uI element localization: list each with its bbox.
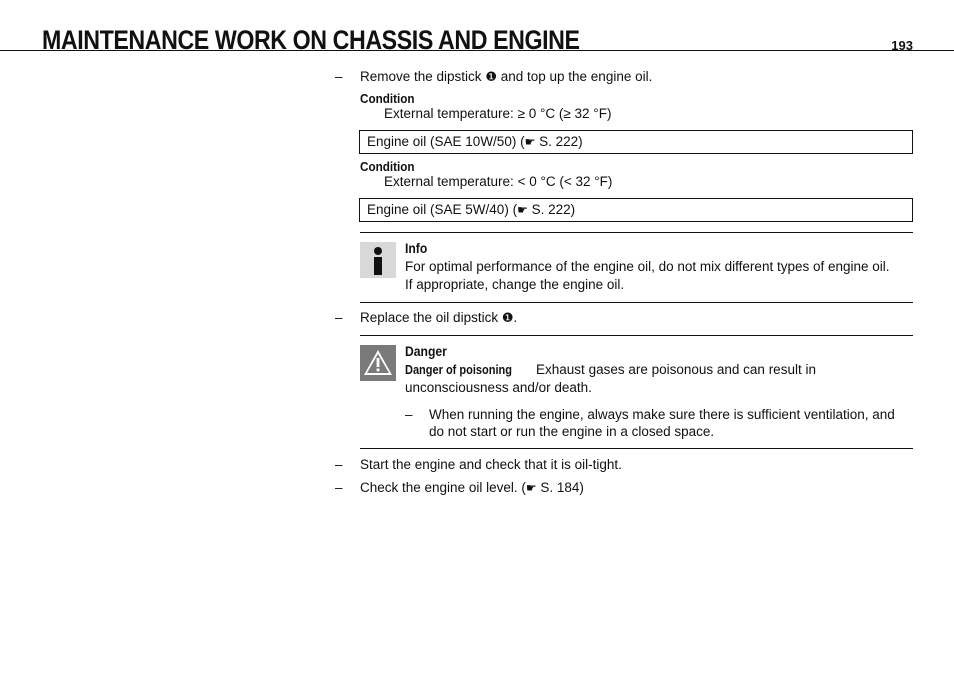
step-dash: – (335, 480, 343, 495)
info-title: Info (405, 241, 428, 256)
info-text: If appropriate, change the engine oil. (405, 277, 625, 292)
step-replace-dipstick (335, 309, 913, 327)
content (335, 68, 913, 502)
dipstick-marker: ❶ (501, 310, 514, 325)
step-start-engine (335, 456, 913, 474)
condition-label: Condition (360, 91, 415, 106)
step-dash: – (335, 310, 343, 325)
info-text: For optimal performance of the engine oil, do not mix different types of engine oil. (405, 259, 890, 274)
oil-spec-text: Engine oil (SAE 10W/50) ( (367, 134, 525, 149)
condition-label: Condition (360, 159, 415, 174)
step-check-oil-level (335, 479, 913, 497)
step-text: Start the engine and check that it is oil-tight. (360, 457, 622, 472)
step-dash: – (335, 69, 343, 84)
page-reference-icon: ☛ (525, 481, 537, 495)
danger-title: Danger (405, 344, 447, 359)
step-text: Replace the oil dipstick (360, 310, 502, 325)
page-number: 193 (891, 38, 913, 53)
page-reference[interactable]: S. 184) (536, 480, 584, 495)
page-reference[interactable]: S. 222) (535, 134, 583, 149)
oil-spec-text: Engine oil (SAE 5W/40) ( (367, 202, 518, 217)
condition-text: External temperature: < 0 °C (< 32 °F) (384, 174, 613, 189)
condition-text: External temperature: ≥ 0 °C (≥ 32 °F) (384, 106, 612, 121)
danger-notice (360, 335, 913, 449)
danger-label: Danger of poisoning (405, 363, 512, 377)
header-rule (0, 50, 954, 51)
condition-cold (335, 159, 913, 191)
warning-triangle-icon (360, 345, 396, 381)
danger-text (405, 361, 913, 397)
oil-spec-box (359, 130, 913, 154)
danger-description: Exhaust gases are poisonous and can result in unconsciousness and/or death. (405, 362, 820, 395)
step-text: and top up the engine oil. (496, 69, 653, 84)
page-reference-icon: ☛ (524, 135, 536, 149)
info-notice (360, 232, 913, 303)
step-text: Check the engine oil level. ( (360, 480, 526, 495)
info-icon (360, 242, 396, 278)
danger-step-text: When running the engine, always make sure there is sufficient ventilation, and do not start or run the engine in a closed space. (429, 407, 895, 439)
step-remove-dipstick (335, 68, 913, 86)
page-title: MAINTENANCE WORK ON CHASSIS AND ENGINE (42, 25, 580, 55)
dipstick-marker: ❶ (485, 69, 497, 84)
danger-step (405, 406, 913, 440)
step-dash: – (335, 457, 343, 472)
step-text: . (513, 310, 518, 325)
condition-warm (335, 91, 913, 123)
page-reference-icon: ☛ (517, 203, 528, 217)
oil-spec-box (359, 198, 913, 222)
step-dash: – (405, 407, 413, 422)
page-reference[interactable]: S. 222) (527, 202, 576, 217)
step-text: Remove the dipstick (360, 69, 486, 84)
